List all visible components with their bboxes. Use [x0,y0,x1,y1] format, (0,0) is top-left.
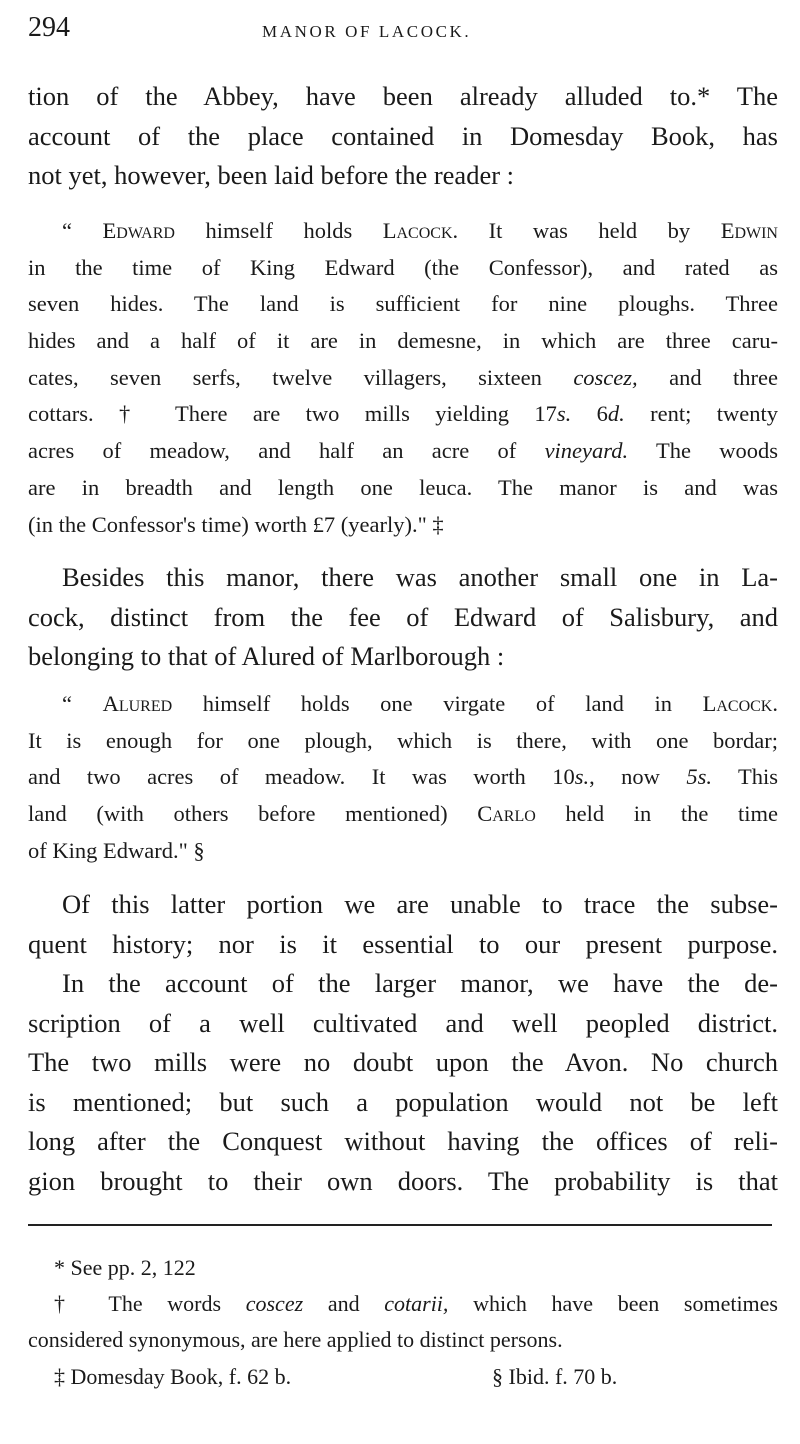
running-title: MANOR OF LACOCK. [262,22,472,41]
text-line [28,796,778,833]
text-line [28,250,778,287]
text-run: belonging to that of Alured of Marlborough : [28,641,505,671]
italic-term: 5s. [686,764,712,790]
text-line [28,507,778,544]
footnote-text: † The words [54,1291,246,1316]
text-run: acres of meadow, and half an acre of [28,438,545,464]
small-caps-name: Edwin [720,218,778,243]
footnote-dagger [28,1286,778,1323]
text-line [28,470,778,507]
text-run: Besides this manor, there was another small one in La- [62,562,778,592]
paragraph-second-manor [28,558,778,677]
footnote-dagger-continuation: considered synonymous, are here applied to distinct persons. [28,1327,563,1352]
footnote-asterisk: * See pp. 2, 122 [54,1255,196,1280]
small-caps-name: Carlo [477,801,536,827]
text-run: himself holds one virgate of land in [172,691,703,716]
small-caps-name: Lacock [382,218,453,243]
text-run: hides and a half of it are in demesne, in which are three caru- [28,328,778,354]
text-line [28,360,778,397]
text-line [28,964,778,1004]
text-line [28,117,778,157]
text-line [28,723,778,760]
text-run: . It was held by [452,218,721,243]
italic-term: coscez, [573,364,638,390]
text-line [28,77,778,117]
small-caps-name: Lacock. [702,691,778,716]
paragraph-continuation [28,77,778,196]
text-run: long after the Conquest without having the offices of reli- [28,1126,778,1156]
text-run: cock, distinct from the fee of Edward of Salisbury, and [28,601,778,632]
text-run: 6 [571,401,608,427]
text-run: (in the Confessor's time) worth £7 (yearly)." ‡ [28,511,444,537]
italic-term: s. [556,401,572,427]
text-run: not yet, however, been laid before the reader : [28,160,515,190]
footnote-term: cotarii, [384,1291,449,1316]
text-line [28,686,778,723]
footnote-text: which have been sometimes [448,1291,778,1316]
text-run: The woods [628,438,778,464]
footnote-divider [28,1224,772,1226]
text-line [28,558,778,598]
text-run: is mentioned; but such a population would not be left [28,1086,778,1117]
italic-term: vineyard. [544,438,629,464]
text-run: The two mills were no doubt upon the Avon. No church [28,1047,778,1077]
text-line [28,1043,778,1083]
domesday-quotation-alured [28,686,778,869]
text-line [28,598,778,638]
page-number: 294 [28,12,70,43]
domesday-quotation-lacock [28,213,778,543]
text-run: in the time of King Edward (the Confessor), and rated as [28,254,778,280]
text-line [28,1004,778,1044]
text-run: Of this latter portion we are unable to trace the subse- [62,889,778,919]
footnote-term: coscez [245,1291,304,1316]
text-run: gion brought to their own doors. The probability is that [28,1165,778,1196]
text-run: tion of the Abbey, have been already alluded to.* The [28,81,778,111]
text-run: himself holds [174,218,383,243]
text-run: cates, seven serfs, twelve villagers, sixteen [28,364,574,390]
text-run: rent; twenty [624,401,778,427]
paragraph-larger-manor [28,964,778,1201]
italic-term: s. [574,764,590,790]
text-run: “ [62,691,103,716]
text-line [28,885,778,925]
footnote-text: and [303,1291,385,1316]
text-line [28,759,778,796]
text-line [28,286,778,323]
text-run: “ [62,218,103,243]
text-line [28,433,778,470]
italic-term: d. [607,401,625,427]
text-run: of King Edward." § [28,837,205,863]
text-line [28,925,778,965]
text-line [28,1162,778,1202]
text-line [28,1083,778,1123]
text-line [28,156,778,196]
small-caps-name: Edward [102,218,175,243]
text-line [28,637,778,677]
text-run: In the account of the larger manor, we have the de- [62,968,778,998]
text-run: account of the place contained in Domesday Book, has [28,120,778,151]
text-run: land (with others before mentioned) [28,801,478,827]
text-run: seven hides. The land is sufficient for nine ploughs. Three [28,291,778,317]
text-run: It is enough for one plough, which is there, with one bordar; [28,727,778,753]
paragraph-latter-portion [28,885,778,964]
text-line [28,396,778,433]
text-run: are in breadth and length one leuca. The manor is and was [28,474,778,500]
text-run: scription of a well cultivated and well peopled district. [28,1007,778,1038]
text-run: held in the time [535,801,779,827]
footnote-section: § Ibid. f. 70 b. [492,1364,618,1389]
text-line [28,213,778,250]
text-line [28,323,778,360]
text-run: , now [589,764,687,790]
text-run: and three [637,364,778,390]
footnote-double-dagger: ‡ Domesday Book, f. 62 b. [54,1364,292,1389]
text-run: This [711,764,778,790]
text-run: cottars. † There are two mills yielding 17 [28,401,557,427]
text-line [28,833,778,870]
text-run: and two acres of meadow. It was worth 10 [28,764,575,790]
text-line [28,1122,778,1162]
text-run: quent history; nor is it essential to our present purpose. [28,928,778,959]
small-caps-name: Alured [102,691,173,716]
